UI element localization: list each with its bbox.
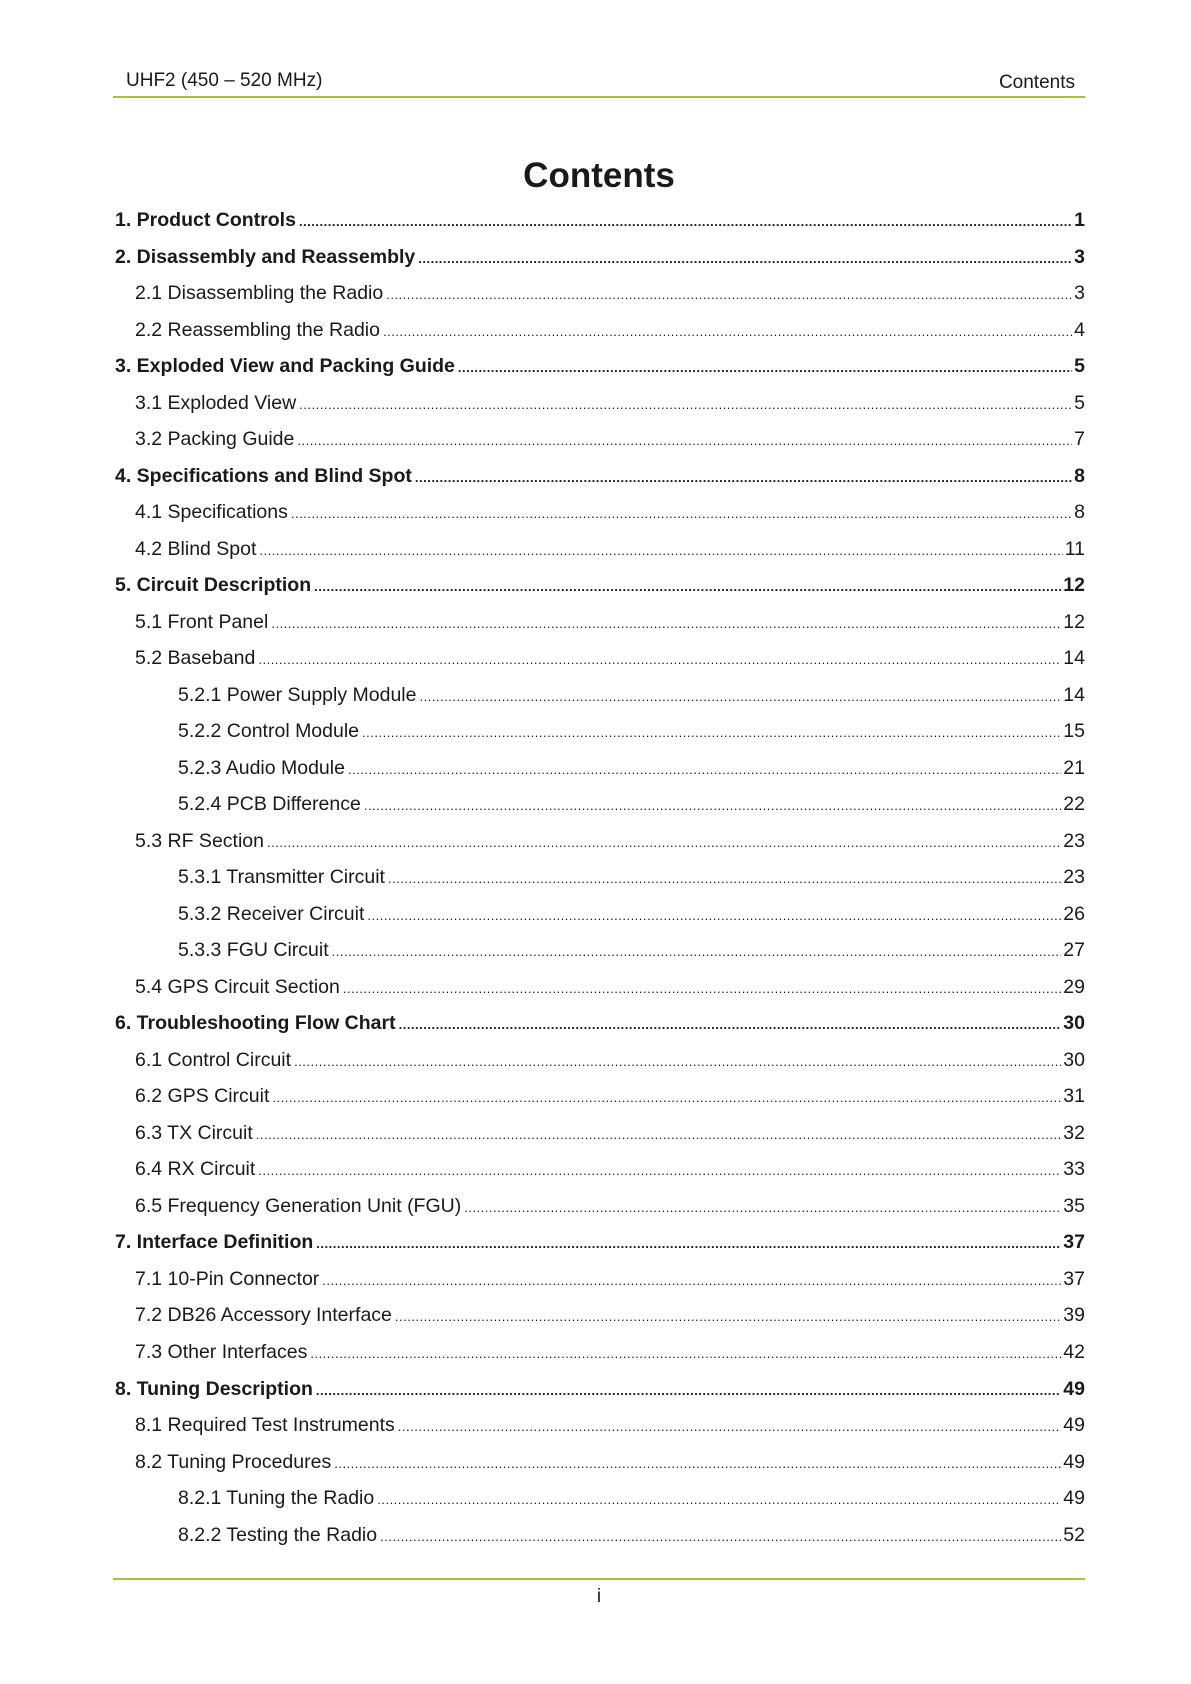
toc-entry-label: 5.3.3 FGU Circuit: [178, 939, 329, 962]
toc-entry-label: 8.1 Required Test Instruments: [135, 1414, 395, 1437]
toc-entry[interactable]: [113, 1224, 1085, 1261]
toc-entry[interactable]: [113, 312, 1085, 349]
toc-dot-leader: [316, 1226, 1061, 1263]
toc-dot-leader: [458, 350, 1072, 387]
toc-entry[interactable]: [113, 202, 1085, 239]
toc-entry-label: 8.2.2 Testing the Radio: [178, 1523, 378, 1546]
toc-dot-leader: [395, 1299, 1061, 1336]
header-section-name: Contents: [998, 72, 1075, 93]
toc-entry-page-number: 35: [1063, 1194, 1085, 1217]
toc-entry[interactable]: [113, 640, 1085, 677]
toc-entry[interactable]: [113, 823, 1085, 860]
toc-entry-page-number: 15: [1063, 720, 1085, 743]
toc-entry-label: 5.2.4 PCB Difference: [178, 793, 361, 816]
toc-dot-leader: [259, 533, 1062, 570]
toc-dot-leader: [258, 1153, 1061, 1190]
toc-entry-page-number: 11: [1064, 537, 1085, 560]
toc-entry-label: 5.4 GPS Circuit Section: [135, 975, 340, 998]
toc-dot-leader: [316, 1373, 1061, 1410]
toc-entry-label: 5.1 Front Panel: [135, 610, 269, 633]
toc-dot-leader: [377, 1482, 1061, 1519]
toc-entry[interactable]: [113, 713, 1085, 750]
toc-entry-page-number: 23: [1063, 866, 1085, 889]
toc-entry-label: 6.1 Control Circuit: [135, 1048, 292, 1071]
toc-entry-page-number: 49: [1063, 1414, 1085, 1437]
toc-entry-page-number: 22: [1063, 793, 1085, 816]
toc-dot-leader: [380, 1519, 1061, 1556]
toc-dot-leader: [418, 241, 1072, 278]
toc-dot-leader: [310, 1336, 1061, 1373]
toc-entry[interactable]: [113, 1480, 1085, 1517]
toc-dot-leader: [272, 1080, 1061, 1117]
toc-entry-label: 6.2 GPS Circuit: [135, 1085, 270, 1108]
toc-entry-label: 5. Circuit Description: [115, 574, 312, 597]
toc-dot-leader: [415, 460, 1072, 497]
toc-entry[interactable]: [113, 1407, 1085, 1444]
toc-entry[interactable]: [113, 531, 1085, 568]
toc-entry[interactable]: [113, 567, 1085, 604]
toc-entry-label: 5.2.1 Power Supply Module: [178, 683, 417, 706]
toc-entry-page-number: 30: [1063, 1048, 1085, 1071]
toc-dot-leader: [299, 204, 1072, 241]
toc-entry-label: 6.3 TX Circuit: [135, 1121, 253, 1144]
toc-dot-leader: [383, 314, 1072, 351]
toc-entry-label: 8.2.1 Tuning the Radio: [178, 1487, 375, 1510]
toc-entry[interactable]: [113, 1334, 1085, 1371]
toc-entry-label: 6.4 RX Circuit: [135, 1158, 256, 1181]
toc-dot-leader: [398, 1409, 1062, 1446]
toc-entry-label: 3. Exploded View and Packing Guide: [115, 355, 455, 378]
toc-entry[interactable]: [113, 1297, 1085, 1334]
toc-entry[interactable]: [113, 932, 1085, 969]
toc-entry-label: 5.3.1 Transmitter Circuit: [178, 866, 385, 889]
toc-entry[interactable]: [113, 494, 1085, 531]
toc-entry[interactable]: [113, 1371, 1085, 1408]
toc-dot-leader: [399, 1007, 1062, 1044]
toc-entry-page-number: 29: [1063, 975, 1085, 998]
toc-entry[interactable]: [113, 750, 1085, 787]
toc-entry[interactable]: [113, 604, 1085, 641]
toc-dot-leader: [291, 496, 1072, 533]
toc-entry[interactable]: [113, 1444, 1085, 1481]
toc-dot-leader: [364, 788, 1061, 825]
toc-entry-label: 5.3.2 Receiver Circuit: [178, 902, 365, 925]
toc-dot-leader: [334, 1446, 1061, 1483]
toc-entry-label: 5.3 RF Section: [135, 829, 264, 852]
toc-entry-page-number: 1: [1074, 209, 1085, 231]
toc-dot-leader: [343, 971, 1061, 1008]
toc-entry-label: 7. Interface Definition: [115, 1231, 314, 1254]
toc-entry[interactable]: [113, 859, 1085, 896]
toc-entry-page-number: 7: [1074, 428, 1085, 451]
toc-entry-label: 5.2.3 Audio Module: [178, 756, 345, 779]
toc-entry-page-number: 8: [1074, 501, 1085, 524]
toc-entry[interactable]: [113, 969, 1085, 1006]
toc-dot-leader: [271, 606, 1061, 643]
footer-page-number: i: [596, 1586, 602, 1607]
toc-dot-leader: [367, 898, 1061, 935]
toc-entry-label: 5.2.2 Control Module: [178, 720, 360, 743]
toc-entry-label: 8. Tuning Description: [115, 1377, 313, 1400]
toc-dot-leader: [294, 1044, 1061, 1081]
toc-entry[interactable]: [113, 421, 1085, 458]
toc-entry-label: 3.1 Exploded View: [135, 391, 297, 414]
toc-entry-label: 7.3 Other Interfaces: [135, 1340, 308, 1363]
toc-entry-label: 7.2 DB26 Accessory Interface: [135, 1304, 392, 1327]
toc-dot-leader: [297, 423, 1072, 460]
toc-entry-label: 1. Product Controls: [115, 209, 296, 231]
toc-entry[interactable]: [113, 1042, 1085, 1079]
toc-dot-leader: [299, 387, 1072, 424]
toc-entry-page-number: 33: [1063, 1158, 1085, 1181]
toc-entry-page-number: 30: [1063, 1012, 1085, 1035]
toc-entry-page-number: 49: [1063, 1377, 1085, 1400]
toc-entry-label: 2. Disassembly and Reassembly: [115, 245, 416, 268]
toc-entry[interactable]: [113, 458, 1085, 495]
toc-entry-page-number: 26: [1063, 902, 1085, 925]
toc-entry-page-number: 42: [1063, 1340, 1085, 1363]
toc-entry[interactable]: [113, 1517, 1085, 1554]
toc-entry-label: 7.1 10-Pin Connector: [135, 1267, 320, 1290]
toc-entry-page-number: 8: [1074, 464, 1085, 487]
page-header: [113, 66, 1085, 98]
toc-entry[interactable]: [113, 677, 1085, 714]
toc-entry-page-number: 49: [1063, 1450, 1085, 1473]
toc-entry[interactable]: [113, 1078, 1085, 1115]
table-of-contents: [113, 202, 1085, 1553]
toc-entry-page-number: 23: [1063, 829, 1085, 852]
toc-entry-label: 6. Troubleshooting Flow Chart: [115, 1012, 396, 1035]
page-title: Contents: [523, 156, 675, 195]
toc-dot-leader: [386, 277, 1072, 314]
toc-entry-page-number: 4: [1074, 318, 1085, 341]
toc-entry-page-number: 39: [1063, 1304, 1085, 1327]
toc-entry-label: 6.5 Frequency Generation Unit (FGU): [135, 1194, 462, 1217]
toc-entry-page-number: 14: [1063, 647, 1085, 670]
toc-entry-page-number: 5: [1074, 391, 1085, 414]
toc-dot-leader: [464, 1190, 1061, 1227]
toc-entry[interactable]: [113, 1261, 1085, 1298]
toc-entry-page-number: 37: [1063, 1231, 1085, 1254]
toc-dot-leader: [322, 1263, 1061, 1300]
toc-entry-label: 4.1 Specifications: [135, 501, 288, 524]
toc-entry-label: 2.1 Disassembling the Radio: [135, 282, 384, 305]
toc-entry-page-number: 3: [1074, 282, 1085, 305]
toc-entry-label: 4.2 Blind Spot: [135, 537, 257, 560]
toc-entry-label: 4. Specifications and Blind Spot: [115, 464, 412, 487]
toc-entry[interactable]: [113, 385, 1085, 422]
toc-entry[interactable]: [113, 1005, 1085, 1042]
page-footer: [113, 1578, 1085, 1607]
toc-dot-leader: [362, 715, 1061, 752]
toc-entry[interactable]: [113, 275, 1085, 312]
toc-entry-page-number: 12: [1063, 574, 1085, 597]
toc-entry[interactable]: [113, 348, 1085, 385]
toc-entry-page-number: 21: [1063, 756, 1085, 779]
toc-entry-page-number: 14: [1063, 683, 1085, 706]
toc-entry[interactable]: [113, 1151, 1085, 1188]
toc-dot-leader: [388, 861, 1061, 898]
toc-dot-leader: [258, 642, 1061, 679]
toc-entry[interactable]: [113, 1115, 1085, 1152]
toc-entry-page-number: 32: [1063, 1121, 1085, 1144]
header-document-title: UHF2 (450 – 520 MHz): [126, 70, 323, 91]
toc-entry[interactable]: [113, 239, 1085, 276]
toc-entry-page-number: 5: [1074, 355, 1085, 378]
toc-entry-label: 3.2 Packing Guide: [135, 428, 295, 451]
toc-entry-label: 5.2 Baseband: [135, 647, 256, 670]
toc-dot-leader: [332, 934, 1062, 971]
toc-dot-leader: [348, 752, 1061, 789]
toc-dot-leader: [314, 569, 1061, 606]
toc-dot-leader: [256, 1117, 1062, 1154]
toc-dot-leader: [267, 825, 1061, 862]
toc-entry-page-number: 49: [1063, 1487, 1085, 1510]
toc-entry-page-number: 52: [1063, 1523, 1085, 1546]
toc-entry-page-number: 27: [1063, 939, 1085, 962]
toc-entry-page-number: 31: [1063, 1085, 1085, 1108]
toc-entry-label: 8.2 Tuning Procedures: [135, 1450, 332, 1473]
toc-entry[interactable]: [113, 1188, 1085, 1225]
toc-entry-label: 2.2 Reassembling the Radio: [135, 318, 380, 341]
toc-entry[interactable]: [113, 896, 1085, 933]
toc-entry[interactable]: [113, 786, 1085, 823]
toc-dot-leader: [419, 679, 1061, 716]
toc-entry-page-number: 37: [1063, 1267, 1085, 1290]
toc-entry-page-number: 3: [1074, 245, 1085, 268]
toc-entry-page-number: 12: [1063, 610, 1085, 633]
